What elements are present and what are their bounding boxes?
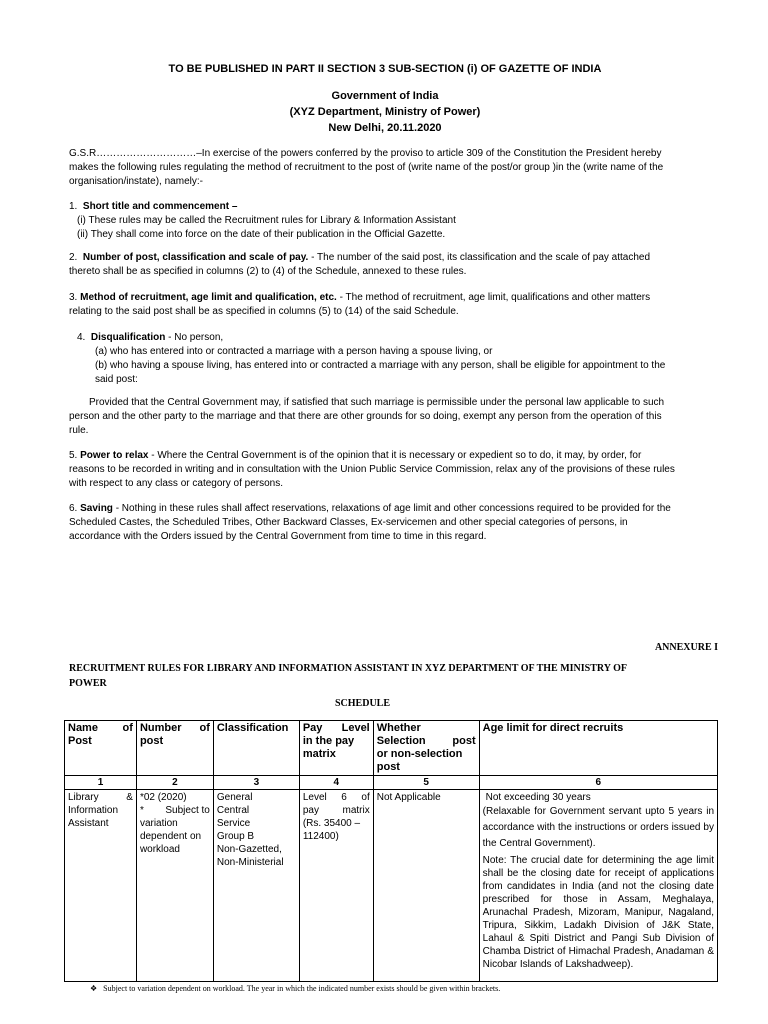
department-name: (XYZ Department, Ministry of Power) [289,106,481,118]
rule-clause: (i) These rules may be called the Recruitment rules for Library & Information Assistant [77,215,456,226]
annexure-title [69,661,719,691]
rule-number: 6. [69,503,78,514]
rule-2 [69,251,720,279]
rule-4 [69,331,720,387]
proviso-line: person and the other party to the marriage and that there are other grounds for so doing, exempt any person from the operation of this [69,411,662,422]
column-number: 6 [479,776,717,790]
header-selection-post: Whether Selection post or non-selection post [373,721,479,776]
rule-text: - The method of recruitment, age limit, qualifications and other matters [336,292,651,303]
rule-title: Power to relax [80,450,149,461]
intro-line: G.S.R…………………………–In exercise of the powers conferred by the proviso to article 309 of the Constitution the President hereby [69,148,662,159]
rule-number: 3. [69,292,78,303]
govt-name: Government of India [331,90,439,102]
rule-title: Short title and commencement – [82,201,238,212]
rule-text: relating to the said post shall be as specified in columns (5) to (14) of the said Schedule. [69,306,459,317]
rule-text: - No person, [165,332,224,343]
rule-number: 2. [69,252,78,263]
column-number: 1 [65,776,137,790]
intro-line: organisation/instate), namely:- [69,176,203,187]
rule-text: thereto shall be as specified in columns (2) to (4) of the Schedule, annexed to these rules. [69,266,467,277]
rule-text: - Where the Central Government is of the opinion that it is necessary or expedient so to do, it may, by order, for [148,450,642,461]
footnote-text: Subject to variation dependent on workload. The year in which the indicated number exists should be given within brackets. [103,984,501,993]
place-date: New Delhi, 20.11.2020 [328,122,442,134]
rule-clause: said post: [95,374,138,385]
annexure-title-line: RECRUITMENT RULES FOR LIBRARY AND INFORMATION ASSISTANT IN XYZ DEPARTMENT OF THE MINISTRY OF [69,663,628,674]
cell-number-of-post: *02 (2020) * Subject to variation dependent on workload [136,790,213,982]
proviso-line: Provided that the Central Government may, if satisfied that such marriage is permissible under the personal law applicable to such [89,397,665,408]
cell-pay-level: Level 6 of pay matrix (Rs. 35400 – 112400) [299,790,373,982]
column-number: 5 [373,776,479,790]
intro-line: makes the following rules regulating the method of recruitment to the post of (write name of the post/or group )in the (write name of the [69,162,664,173]
rule-3 [69,291,720,319]
rule-number: 1. [69,201,78,212]
rule-title: Number of post, classification and scale of pay. [82,252,309,263]
header-age-limit: Age limit for direct recruits [479,721,717,776]
table-header-row [65,721,718,776]
footnote-bullet-icon: ❖ [90,984,98,993]
rule-title: Disqualification [90,332,166,343]
rule-text: Scheduled Castes, the Scheduled Tribes, Other Backward Classes, Ex-servicemen and other special categories of persons, in [69,517,628,528]
rule-text: - The number of the said post, its classification and the scale of pay attached [308,252,651,263]
column-number: 2 [136,776,213,790]
annexure-label: ANNEXURE I [654,642,718,653]
cell-age-limit: Not exceeding 30 years (Relaxable for Government servant upto 5 years in accordance with the instructions or orders issued by the Central Government). Note: The crucial date for determining the age limit shall be the closing date for receipt of applications from candidates in India (and not the closing date prescribed for those in Assam, Meghalaya, Arunachal Pradesh, Mizoram, Manipur, Nagaland, Tripura, Sikkim, Ladakh Division of J&K State, Lahaul & Spiti District and Pangi Sub Division of Chamba District of Himachal Pradesh, Anadaman & Nicobar Islands of Lakshadweep). [479,790,717,982]
header-number-of-post: Number of post [136,721,213,776]
rule-clause: (ii) They shall come into force on the date of their publication in the Official Gazette. [77,229,446,240]
table-row [65,790,718,982]
rule-6 [69,502,720,544]
column-number: 4 [299,776,373,790]
cell-name-of-post: Library & Information Assistant [65,790,137,982]
rule-text: accordance with the Orders issued by the Central Government from time to time in this regard. [69,531,487,542]
rule-title: Method of recruitment, age limit and qualification, etc. [80,292,337,303]
rule-number: 5. [69,450,78,461]
rule-text: - Nothing in these rules shall affect reservations, relaxations of age limit and other concessions required to be provided for the [112,503,671,514]
rule-5 [69,449,720,491]
footnote [90,984,500,993]
rule-title: Saving [80,503,113,514]
header-pay-level: Pay Level in the pay matrix [299,721,373,776]
schedule-heading: SCHEDULE [335,698,391,709]
header-name-of-post: Name of Post [65,721,137,776]
annexure-title-line: POWER [69,678,107,689]
rule-1 [69,200,720,242]
intro-paragraph [69,147,720,189]
column-number: 3 [213,776,299,790]
cell-selection-post: Not Applicable [373,790,479,982]
proviso-line: rule. [69,425,89,436]
rule-clause: (b) who having a spouse living, has entered into or contracted a marriage with any person, shall be eligible for appointment to the [95,360,666,371]
gazette-heading: TO BE PUBLISHED IN PART II SECTION 3 SUB-SECTION (i) OF GAZETTE OF INDIA [168,63,602,75]
rule-text: reasons to be recorded in writing and in consultation with the Union Public Service Commission, relax any of the provisions of these rules [69,464,675,475]
table-number-row [65,776,718,790]
rule-4-proviso [69,396,720,438]
schedule-table [64,720,718,982]
header-classification: Classification [213,721,299,776]
rule-clause: (a) who has entered into or contracted a marriage with a person having a spouse living, or [95,346,493,357]
cell-classification: General Central Service Group B Non-Gazetted, Non-Ministerial [213,790,299,982]
rule-number: 4. [77,332,86,343]
rule-text: with respect to any class or category of persons. [69,478,283,489]
